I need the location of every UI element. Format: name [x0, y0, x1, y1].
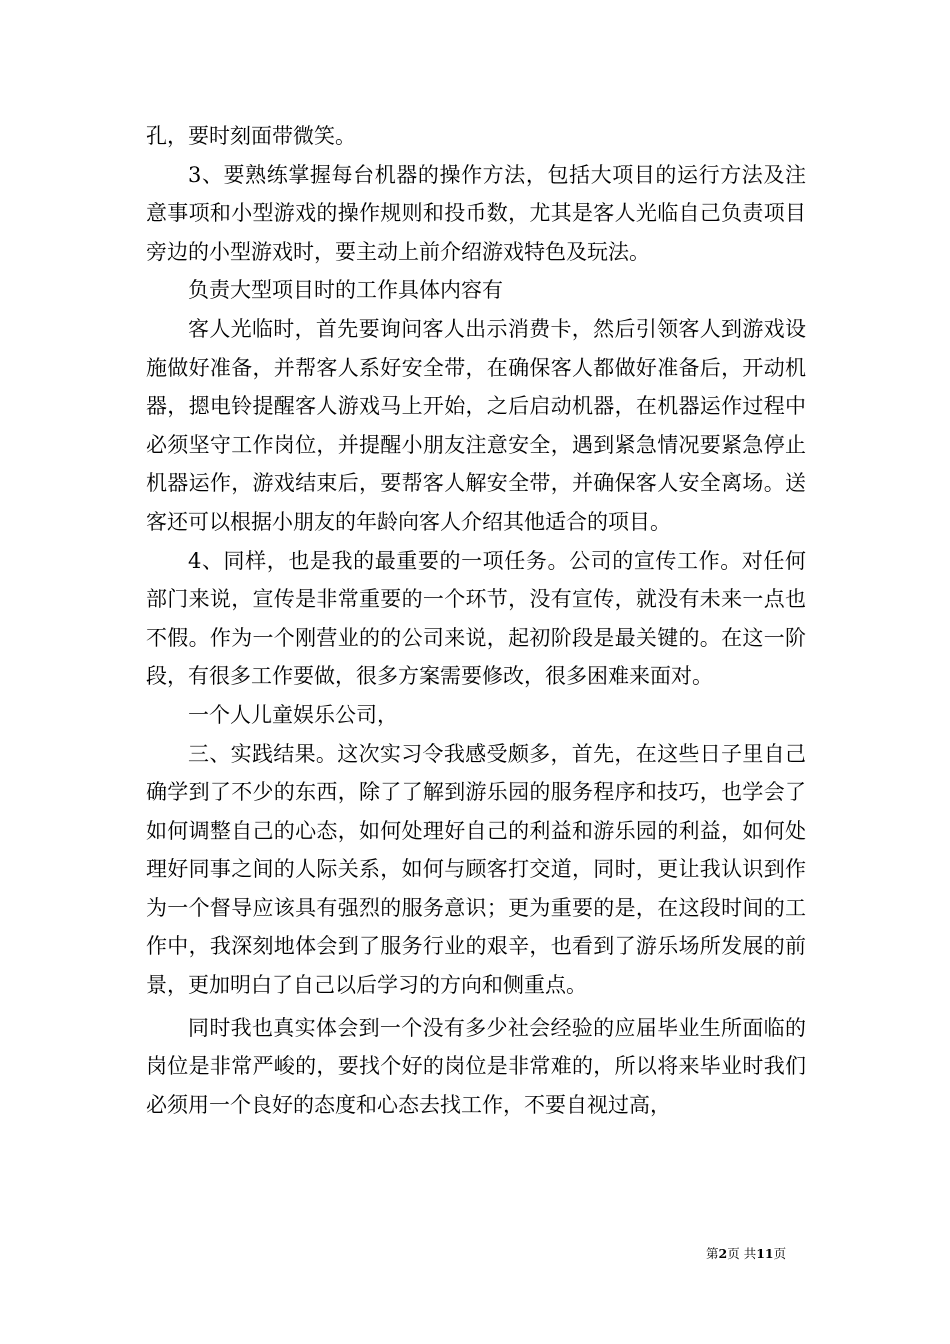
- paragraph-item-4: 4、同样，也是我的最重要的一项任务。公司的宣传工作。对任何部门来说，宣传是非常重要的一个环节，没有宣传，就没有未来一点也不假。作为一个刚营业的的公司来说，起初阶段是最关键的。在这一阶段，有很多工作要做，很多方案需要修改，很多困难来面对。: [146, 548, 806, 689]
- paragraph-graduate-experience: 同时我也真实体会到一个没有多少社会经验的应届毕业生所面临的岗位是非常严峻的，要找个好的岗位是非常难的，所以将来毕业时我们必须用一个良好的态度和心态去找工作，不要自视过高，: [146, 1015, 806, 1117]
- page-footer: [706, 1246, 786, 1262]
- paragraph-practice-results: 三、实践结果。这次实习令我感受颇多，首先，在这些日子里自己确学到了不少的东西，除了了解到游乐园的服务程序和技巧，也学会了如何调整自己的心态，如何处理好自己的利益和游乐园的利益，如何处理好同事之间的人际关系，如何与顾客打交道，同时，更让我认识到作为一个督导应该具有强烈的服务意识；更为重要的是，在这段时间的工作中，我深刻地体会到了服务行业的艰辛，也看到了游乐场所发展的前景，更加明白了自己以后学习的方向和侧重点。: [146, 741, 806, 998]
- footer-suffix: 页: [773, 1246, 787, 1261]
- paragraph-continuation: 孔，要时刻面带微笑。: [146, 124, 356, 148]
- paragraph-item-3: 3、要熟练掌握每台机器的操作方法，包括大项目的运行方法及注意事项和小型游戏的操作规则和投币数，尤其是客人光临自己负责项目旁边的小型游戏时，要主动上前介绍游戏特色及玩法。: [146, 162, 806, 264]
- body-text: [146, 117, 806, 1124]
- footer-total-pages: 11: [756, 1246, 774, 1261]
- paragraph-company-line: 一个人儿童娱乐公司，: [188, 702, 398, 727]
- paragraph-guest-arrival: 客人光临时，首先要询问客人出示消费卡，然后引领客人到游戏设施做好准备，并帮客人系好安全带，在确保客人都做好准备后，开动机器，摁电铃提醒客人游戏马上开始，之后启动机器，在机器运作过程中必须坚守工作岗位，并提醒小朋友注意安全，遇到紧急情况要紧急停止机器运作，游戏结束后，要帮客人解安全带，并确保客人安全离场。送客还可以根据小朋友的年龄向客人介绍其他适合的项目。: [146, 316, 806, 534]
- paragraph-large-project-heading: 负责大型项目时的工作具体内容有: [188, 278, 503, 303]
- footer-prefix: 第: [706, 1246, 719, 1261]
- footer-current-page: 2: [718, 1246, 728, 1261]
- footer-middle: 页 共: [727, 1246, 757, 1261]
